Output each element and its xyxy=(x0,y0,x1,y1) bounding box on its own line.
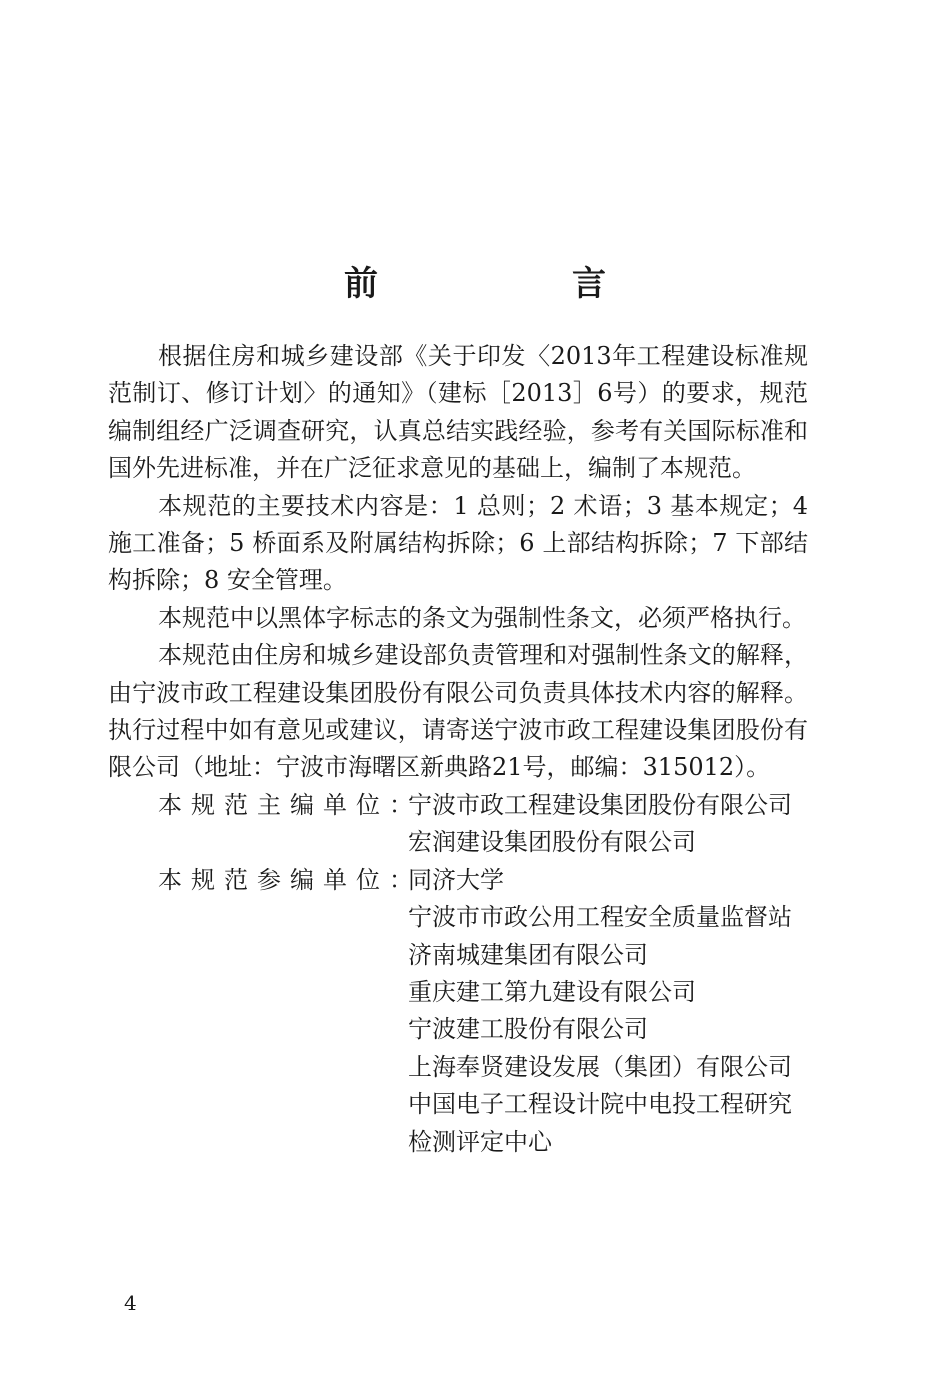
chief-units-row xyxy=(108,787,808,862)
participating-units-list xyxy=(408,862,808,1161)
participating-unit-item: 上海奉贤建设发展（集团）有限公司 xyxy=(408,1052,792,1081)
participating-unit-item: 济南城建集团有限公司 xyxy=(408,940,648,969)
participating-unit-item: 同济大学 xyxy=(408,865,504,894)
chief-units-label: 本规范主编单位： xyxy=(158,790,422,819)
page-number: 4 xyxy=(124,1291,137,1315)
participating-units-label: 本规范参编单位： xyxy=(158,865,422,894)
paragraph-management: 本规范由住房和城乡建设部负责管理和对强制性条文的解释，由宁波市政工程建设集团股份有限公司负责具体技术内容的解释。执行过程中如有意见或建议，请寄送宁波市政工程建设集团股份有限公司（地址：宁波市海曙区新典路21号，邮编：315012）。 xyxy=(108,641,808,782)
participating-units-row xyxy=(108,862,808,1161)
preface-body xyxy=(108,338,808,1161)
paragraph-basis: 根据住房和城乡建设部《关于印发〈2013年工程建设标准规范制订、修订计划〉的通知》（建标［2013］6号）的要求，规范编制组经广泛调查研究，认真总结实践经验，参考有关国际标准和国外先进标准，并在广泛征求意见的基础上，编制了本规范。 xyxy=(108,342,808,483)
chief-unit-item: 宁波市政工程建设集团股份有限公司 xyxy=(408,790,792,819)
paragraph-mandatory: 本规范中以黑体字标志的条文为强制性条文，必须严格执行。 xyxy=(158,603,806,632)
chief-units-list xyxy=(408,787,808,862)
chief-unit-item: 宏润建设集团股份有限公司 xyxy=(408,828,696,857)
paragraph-contents: 本规范的主要技术内容是：1 总则；2 术语；3 基本规定；4 施工准备；5 桥面系及附属结构拆除；6 上部结构拆除；7 下部结构拆除；8 安全管理。 xyxy=(108,491,808,595)
participating-unit-item: 宁波建工股份有限公司 xyxy=(408,1015,648,1044)
page-title: 前 言 xyxy=(344,263,686,304)
participating-unit-item: 检测评定中心 xyxy=(408,1127,552,1156)
participating-unit-item: 重庆建工第九建设有限公司 xyxy=(408,977,696,1006)
editing-units xyxy=(108,787,808,1161)
participating-unit-item: 中国电子工程设计院中电投工程研究 xyxy=(408,1090,792,1119)
participating-unit-item: 宁波市市政公用工程安全质量监督站 xyxy=(408,903,792,932)
